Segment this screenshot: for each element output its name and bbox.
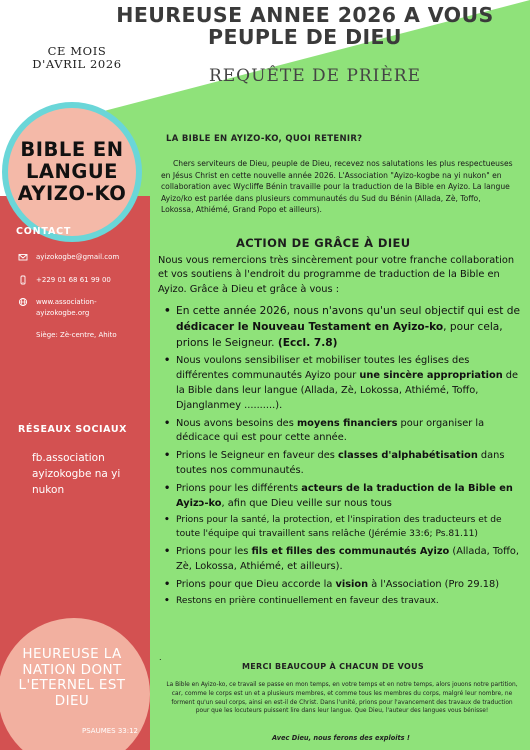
blessing-line3: L'ETERNEL EST [18,677,126,693]
item-text-after: pour organiser la dédicace qui est pour cette année. [176,417,485,444]
item-text: Prions pour les différents [176,482,302,494]
separator-dot: . [159,653,162,662]
fb-line2[interactable]: ayizokogbe na yi [32,468,121,480]
bullet-icon: • [164,578,171,590]
item-emphasis: classes d'alphabétisation [338,450,478,462]
bullet-icon: • [164,482,171,494]
contact-email[interactable] [18,252,148,264]
action-heading: ACTION DE GRÂCE À DIEU [236,236,411,250]
item-emphasis: vision [335,578,369,590]
thanks-heading: MERCI BEAUCOUP À CHACUN DE VOUS [242,662,424,671]
contact-phone[interactable] [18,275,148,287]
blessing-line2: NATION DONT [22,661,122,678]
item-text-after: à l'Association (Pro 29.18) [368,578,500,590]
item-text: Prions pour les [176,545,252,557]
item-emphasis: une sincère appropriation [359,370,503,382]
item-text: En cette année 2026, nous n'avons qu'un seul objectif qui est de [176,305,521,317]
blessing-line4: DIEU [54,692,90,709]
bullet-icon: • [164,355,171,367]
circle-text [8,139,136,205]
list-item [158,514,524,542]
main-title-line2: PEUPLE DE DIEU [208,25,402,49]
email-text[interactable]: ayizokogbe@gmail.com [36,253,120,261]
month-label [14,45,140,71]
list-item [158,578,524,593]
item-emphasis: fils et filles des communautés Ayizo [251,545,450,557]
globe-icon [18,297,28,307]
item-reference: (Eccl. 7.8) [277,336,338,349]
blessing-text [0,647,144,709]
signature-line: Avec Dieu, nous ferons des exploits ! [272,734,410,742]
contact-seat [18,330,148,342]
list-item [158,449,524,479]
main-title-line1: HEUREUSE ANNEE 2026 A VOUS [116,3,494,27]
bullet-icon: • [164,545,171,557]
month-line2: D'AVRIL 2026 [32,57,122,71]
list-item [158,304,524,351]
social-heading: RÉSEAUX SOCIAUX [18,424,128,435]
prayer-request-title: REQUÊTE DE PRIÈRE [208,66,422,86]
bullet-icon: • [164,417,171,429]
website-text[interactable] [36,297,148,319]
item-text: Prions pour la santé, la protection, et l'inspiration des traducteurs et de toute l'équipe qui travaillent sans relâche (Jérémie 33:6; Ps.81.11) [176,515,502,540]
item-text: Nous avons besoins des [176,417,297,429]
list-item [158,595,524,609]
bullet-icon: • [164,450,171,462]
item-text-after: (Allada, Toffo, Zè, Lokossa, Athiémé, et ailleurs). [176,545,520,572]
item-text: Nous voulons sensibiliser et mobiliser toutes les églises des différentes communautés Ayizo pour [176,355,470,382]
facebook-link[interactable] [32,450,152,498]
circle-line3: AYIZO-KO [17,182,127,205]
intro-paragraph: Chers serviteurs de Dieu, peuple de Dieu, recevez nos salutations les plus respectueuses en Jésus Christ en cette nouvelle année 2026. L'Association "Ayizo-kogbe na yi nukon" en collaboration avec Wycliffe Bénin travaille pour la traduction de la Bible en Ayizo. La langue Ayizo/ko est parlée dans plusieurs communautés du Sud du Bénin (Allada, Zè, Toffo, Lokossa, Athiémé, Grand Popo et ailleurs). [161,159,513,215]
item-emphasis: acteurs de la traduction de la Bible en Ayizɔ-ko [176,482,513,509]
seat-text: Siège: Zè-centre, Ahito [36,331,117,339]
item-text: Prions pour que Dieu accorde la [176,578,336,590]
bullet-icon: • [164,596,170,607]
email-icon [18,252,28,262]
item-text-after: dans toutes nos communautés. [176,450,505,476]
website-line1[interactable]: www.association- [36,298,97,306]
psalm-reference: PSAUMES 33:12 [82,727,139,735]
contact-heading: CONTACT [16,226,72,237]
item-text: Prions le Seigneur en faveur des [176,450,338,462]
action-paragraph: Nous vous remercions très sincèrement pour votre franche collaboration et vos soutiens à l'endroit du programme de traduction de la Bible en Ayizo. Grâce à Dieu et grâce à vous : [158,255,515,295]
prayer-list [158,304,524,612]
contact-website[interactable] [18,297,148,321]
circle-line1: BIBLE EN [20,138,124,161]
question-title: LA BIBLE EN AYIZO-KO, QUOI RETENIR? [166,134,363,144]
closing-paragraph: La Bible en Ayizo-ko, ce travail se passe en mon temps, en votre temps et en notre temps, alors jouons notre partition, car, comme le corps est un et a plusieurs membres, et comme tous les membres du corps, malgré leur nombre, ne forment qu'un seul corps, ainsi en est-il de Christ. Dans l'unité, prions pour l'avancement des travaux de traduction pour que les locuteurs puissent lire dans leur langue. Que Dieu, l'auteur des langues vous bénisse! [166,682,518,715]
item-text-after: , afin que Dieu veille sur nous tous [221,497,392,509]
list-item [158,482,524,512]
item-text-after: de la Bible dans leur langue (Allada, Zè, Lokossa, Athiémé, Toffo, Djanglanmey ..........). [176,370,519,411]
phone-icon [18,275,28,285]
main-title [82,4,528,48]
item-emphasis: dédicacer le Nouveau Testament en Ayizo-ko [176,320,444,333]
circle-line2: LANGUE [26,160,118,183]
fb-line3[interactable]: nukon [32,484,65,496]
bible-language-circle [2,102,142,242]
list-item [158,354,524,413]
blessing-line1: HEUREUSE LA [22,646,122,662]
bullet-icon: • [164,515,170,526]
fb-line1[interactable]: fb.association [32,452,105,464]
bullet-icon: • [164,305,171,317]
website-line2[interactable]: ayizokogbe.org [36,309,90,317]
list-item [158,545,524,575]
item-emphasis: moyens financiers [296,417,398,429]
list-item [158,417,524,447]
month-line1: CE MOIS [47,44,107,58]
item-text: Restons en prière continuellement en faveur des travaux. [176,596,439,607]
item-text-after: , pour cela, prions le Seigneur. [176,320,503,349]
phone-text[interactable]: +229 01 68 61 99 00 [36,276,111,284]
